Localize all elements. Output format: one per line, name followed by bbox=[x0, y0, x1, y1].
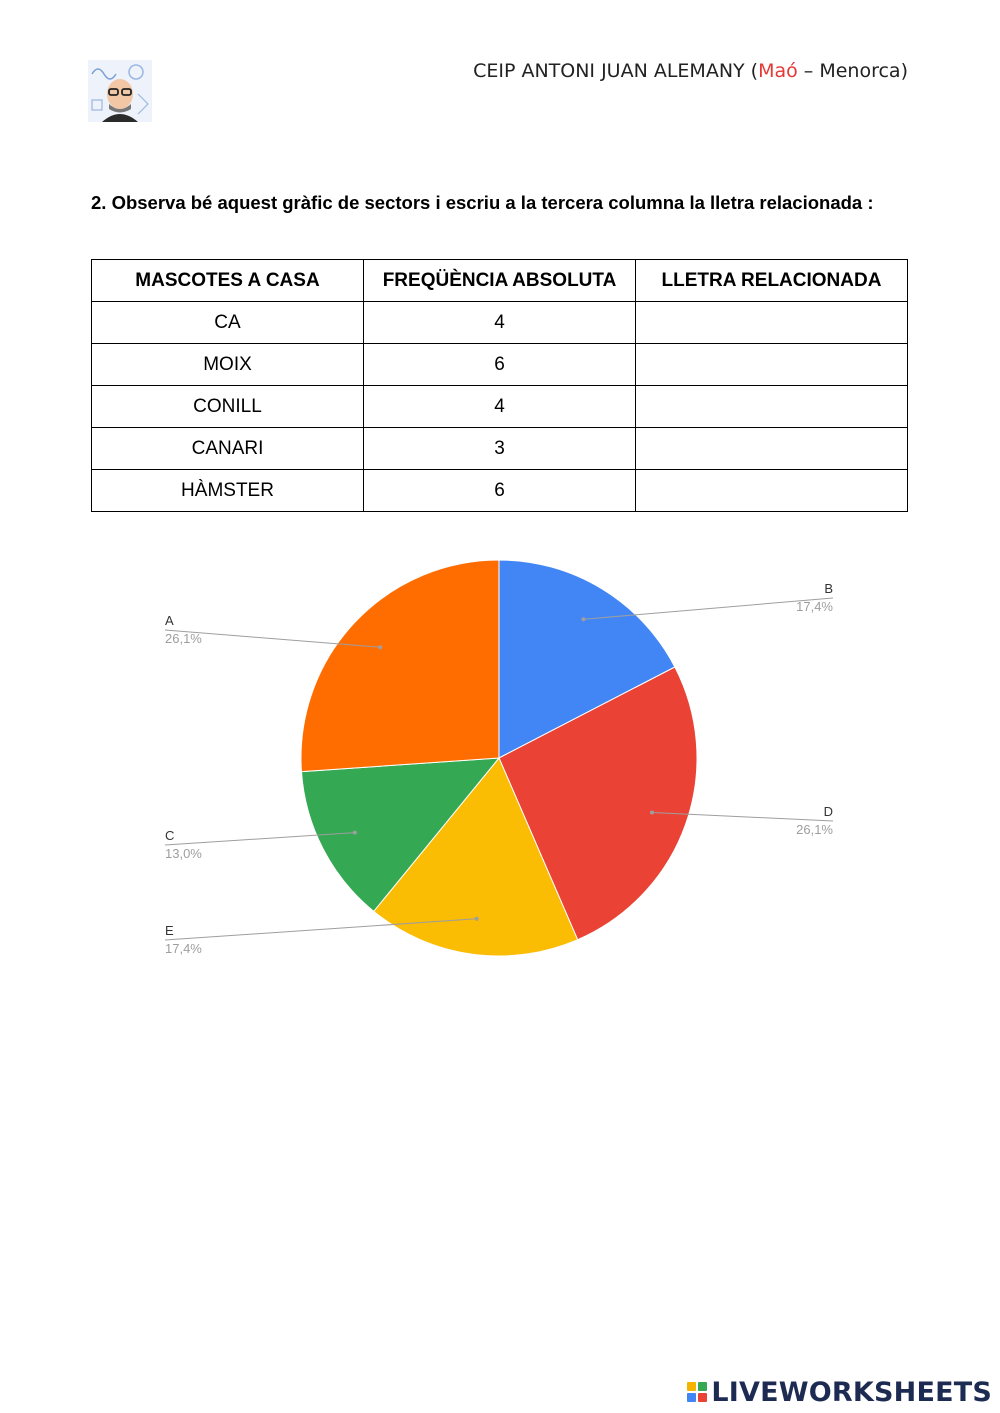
school-city: Maó bbox=[758, 60, 798, 82]
frequency-cell: 4 bbox=[364, 386, 636, 428]
frequency-cell: 4 bbox=[364, 302, 636, 344]
school-region: – Menorca) bbox=[797, 60, 908, 82]
question-text: 2. Observa bé aquest gràfic de sectors i escriu a la tercera columna la lletra relacionada : bbox=[91, 192, 874, 213]
pet-cell: CA bbox=[92, 302, 364, 344]
table-row bbox=[92, 386, 908, 428]
slice-percent-b: 17,4% bbox=[796, 599, 833, 614]
letter-answer-cell[interactable] bbox=[636, 344, 908, 386]
slice-label-d: D bbox=[823, 804, 833, 819]
frequency-cell: 6 bbox=[364, 470, 636, 512]
leader-dot-e bbox=[475, 917, 479, 921]
frequency-cell: 6 bbox=[364, 344, 636, 386]
pet-cell: CONILL bbox=[92, 386, 364, 428]
leader-dot-c bbox=[353, 831, 357, 835]
frequency-cell: 3 bbox=[364, 428, 636, 470]
leader-dot-b bbox=[581, 617, 585, 621]
slice-label-b: B bbox=[824, 581, 833, 596]
slice-percent-a: 26,1% bbox=[165, 631, 202, 646]
slice-label-a: A bbox=[165, 613, 174, 628]
pet-cell: CANARI bbox=[92, 428, 364, 470]
pie-slice-a bbox=[301, 560, 499, 772]
slice-percent-c: 13,0% bbox=[165, 846, 202, 861]
table-header-row bbox=[92, 260, 908, 302]
letter-answer-cell[interactable] bbox=[636, 302, 908, 344]
school-name: CEIP ANTONI JUAN ALEMANY ( bbox=[473, 60, 759, 82]
leader-dot-d bbox=[650, 811, 654, 815]
header-letter: LLETRA RELACIONADA bbox=[636, 260, 908, 302]
letter-answer-cell[interactable] bbox=[636, 386, 908, 428]
header-frequency: FREQÜÈNCIA ABSOLUTA bbox=[364, 260, 636, 302]
slice-percent-e: 17,4% bbox=[165, 941, 202, 956]
slice-label-c: C bbox=[165, 828, 175, 843]
slice-label-e: E bbox=[165, 923, 174, 938]
table-row bbox=[92, 428, 908, 470]
pet-cell: MOIX bbox=[92, 344, 364, 386]
pie-chart bbox=[0, 540, 1000, 980]
table-row bbox=[92, 302, 908, 344]
pets-table bbox=[91, 259, 908, 512]
school-header bbox=[473, 60, 908, 82]
table-row bbox=[92, 344, 908, 386]
letter-answer-cell[interactable] bbox=[636, 470, 908, 512]
leader-dot-a bbox=[378, 645, 382, 649]
letter-answer-cell[interactable] bbox=[636, 428, 908, 470]
slice-percent-d: 26,1% bbox=[796, 822, 833, 837]
liveworksheets-footer bbox=[687, 1377, 992, 1407]
pet-cell: HÀMSTER bbox=[92, 470, 364, 512]
school-logo bbox=[88, 60, 152, 122]
table-row bbox=[92, 470, 908, 512]
header-pets: MASCOTES A CASA bbox=[92, 260, 364, 302]
liveworksheets-brand: LIVEWORKSHEETS bbox=[711, 1376, 992, 1408]
liveworksheets-logo-icon bbox=[687, 1382, 707, 1402]
